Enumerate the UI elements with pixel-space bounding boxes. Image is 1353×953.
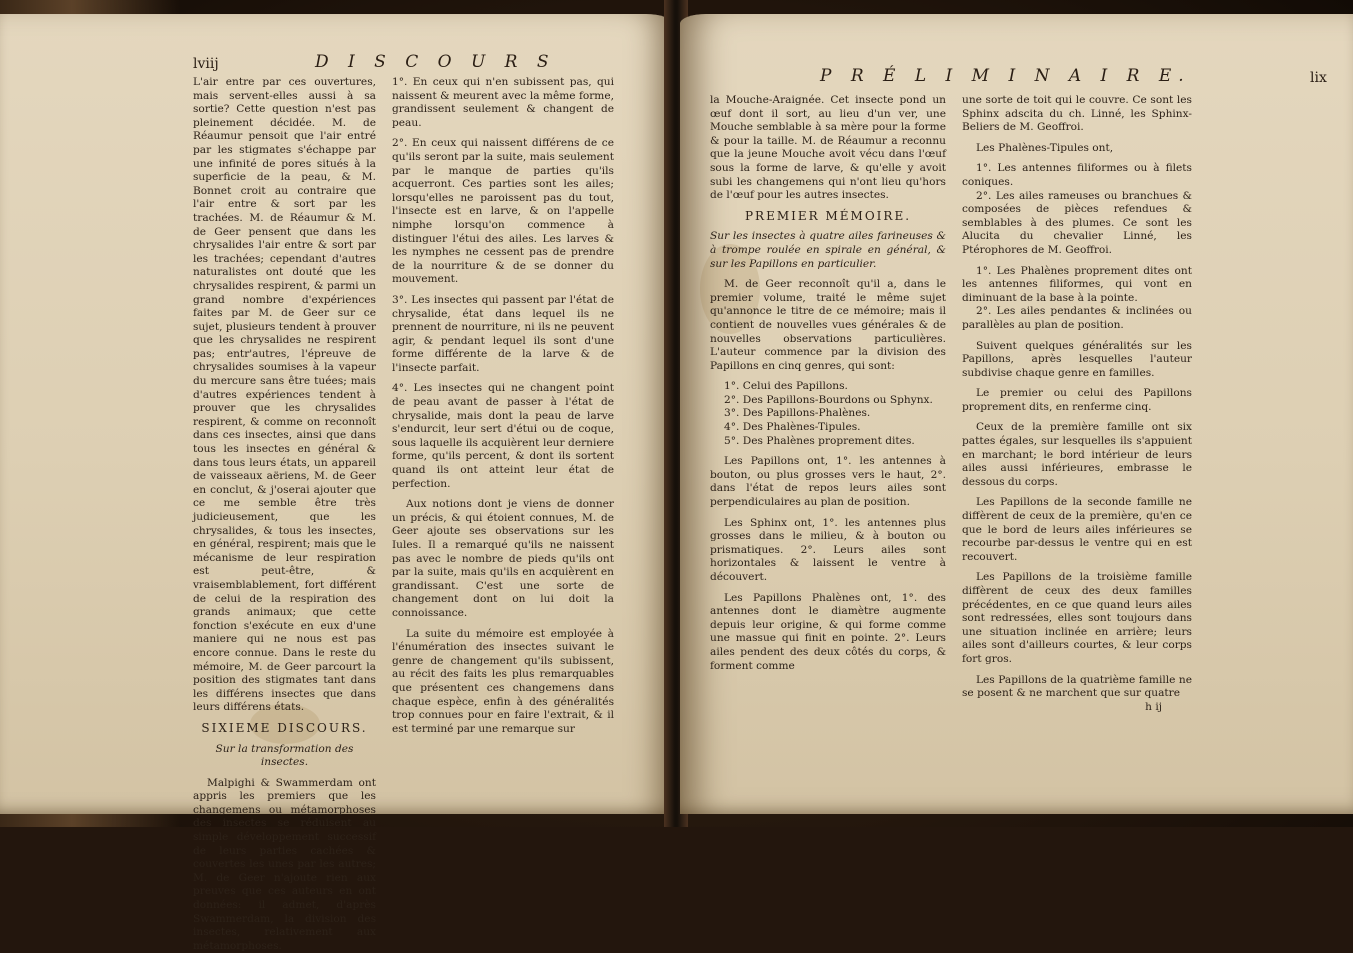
left-col2-paragraph: La suite du mémoire est employée à l'énumération des insectes suivant le genre de changement qu'ils subissent, au récit des faits les plus remarquables que présentent ces changemens dans chaque espèce, enfin à des généralités trop connues pour en faire l'extrait, & il est terminé par une remarque sur <box>392 627 614 735</box>
section-title: SIXIEME DISCOURS. <box>201 720 368 735</box>
right-col1-paragraph: Les Papillons Phalènes ont, 1°. des antennes dont le diamètre augmente depuis leur origine, & qui forme comme une massue qui finit en pointe. 2°. Leurs ailes pendent des deux côtés du corps, & forment comme <box>710 591 946 672</box>
left-col1-paragraph: L'air entre par ces ouvertures, mais servent-elles aussi à sa sortie? Cette question n'est pas pleinement décidée. M. de Réaumur pensoit que l'air entré par les stigmates s'échappe par une infinité de pores situés à la superficie de la peau, & M. Bonnet croit au contraire que l'air entre & sort par les trachées. M. de Réaumur & M. de Geer pensent que dans les chrysalides l'air entre & sort par les trachées; cependant d'autres naturalistes ont douté que les chrysalides respirent, & parmi un grand nombre d'expériences faites par M. de Geer sur ce sujet, plusieurs tendent à prouver que les chrysalides ne respirent pas; entr'autres, l'épreuve de chrysalides soumises à la vapeur du mercure sans être tuées; mais d'autres expériences tendent à prouver que les chrysalides respirent, & comme on reconnoît dans ces insectes, ainsi que dans tous les insectes en général & dans tous leurs états, un appareil de vaisseaux aëriens, M. de Geer en conclut, & j'oserai ajouter que ce me semble être très judicieusement, que les chrysalides, & tous les insectes, en général, respirent; mais que le mécanisme de leur respiration est peut-être, & vraisemblablement, fort différent de celui de la respiration des grands animaux; que cette fonction s'exécute en eux d'une maniere qui ne nous est pas encore connue. Dans le reste du mémoire, M. de Geer parcourt la position des stigmates tant dans les différens insectes que dans leurs différens états. <box>193 76 376 714</box>
memoire-title: PREMIER MÉMOIRE. <box>744 208 912 223</box>
right-col1-paragraph: la Mouche-Araignée. Cet insecte pond un œuf dont il sort, au lieu d'un ver, une Mouche semblable à sa mère pour la forme & pour la taille. M. de Réaumur a reconnu que la jeune Mouche avoit vécu dans l'œuf sous la forme de larve, & qu'elle y avoit subi les changemens qui n'ont lieu qu'hors de l'œuf pour les autres insectes. <box>710 94 946 202</box>
right-col2-paragraph: Les Papillons de la seconde famille ne diffèrent de ceux de la première, qu'en ce que le bord de leurs ailes inférieures se recourbe par-dessus le ventre qui en est recouvert. <box>962 496 1192 563</box>
right-col1-paragraph: M. de Geer reconnoît qu'il a, dans le premier volume, traité le même sujet qu'annonce le titre de ce mémoire; mais il contient de nouvelles vues générales & de nouvelles observations particulières. L'auteur commence par la division des Papillons en cinq genres, qui sont: <box>710 278 946 372</box>
left-col2-paragraph: 1°. En ceux qui n'en subissent pas, qui naissent & meurent avec la même forme, grandissent seulement & changent de peau. <box>392 76 614 129</box>
right-col2-paragraph: 1°. Les Phalènes proprement dites ont les antennes filiformes, qui vont en diminuant de la base à la pointe. <box>962 264 1192 304</box>
left-col2-paragraph: 2°. En ceux qui naissent différens de ce qu'ils seront par la suite, mais seulement par le manque de parties qu'ils acquerront. Ces parties sont les ailes; lorsqu'elles ne paroissent pas du tout, l'insecte est en larve, & on l'appelle nimphe lorsqu'on commence à distinguer l'étui des ailes. Les larves & les nymphes ne cessent pas de prendre de la nourriture & de se donner du mouvement. <box>392 137 614 286</box>
right-column-1 <box>710 94 946 673</box>
genre-item: 1°. Celui des Papillons. <box>724 380 848 393</box>
memoire-subtitle: Sur les insectes à quatre ailes farineuses & à trompe roulée en spirale en général, & sur les Papillons en particulier. <box>710 230 946 270</box>
right-col2-paragraph: Les Papillons de la quatrième famille ne se posent & ne marchent que sur quatre <box>962 673 1192 700</box>
right-page <box>680 14 1353 814</box>
right-col2-paragraph: 1°. Les antennes filiformes ou à filets coniques. <box>962 162 1192 188</box>
right-running-head: P R É L I M I N A I R E. <box>820 66 1191 86</box>
left-col2-paragraph: 3°. Les insectes qui passent par l'état de chrysalide, état dans lequel ils ne prennent de nourriture, ni ils ne peuvent agir, & pendant lequel ils sont d'une forme différente de la larve & de l'insecte parfait. <box>392 293 614 374</box>
left-running-head: D I S C O U R S <box>315 52 556 72</box>
right-col2-paragraph: Le premier ou celui des Papillons proprement dits, en renferme cinq. <box>962 387 1192 413</box>
left-col2-paragraph: Aux notions dont je viens de donner un précis, & qui étoient connues, M. de Geer ajoute ses observations sur les Iules. Il a remarqué qu'ils ne naissent pas avec le nombre de pieds qu'ils ont par la suite, mais qu'ils en acquièrent en grandissant. C'est une sorte de changement dont on lui doit la connoissance. <box>392 498 614 619</box>
right-page-number: lix <box>1310 70 1327 86</box>
left-col2-paragraph: 4°. Les insectes qui ne changent point de peau avant de passer à l'état de chrysalide, mais dont la peau de larve s'endurcit, leur sert d'étui ou de coque, sous laquelle ils acquièrent leur derniere forme, qu'ils percent, & dont ils sortent quand ils ont atteint leur état de perfection. <box>392 382 614 490</box>
genre-item: 5°. Des Phalènes proprement dites. <box>724 434 915 447</box>
right-col1-paragraph: Les Sphinx ont, 1°. les antennes plus grosses dans le milieu, & à bouton ou prismatiques. 2°. Leurs ailes sont horizontales & laissent le ventre à découvert. <box>710 516 946 583</box>
right-col2-paragraph: Ceux de la première famille ont six pattes égales, sur lesquelles ils s'appuient en marchant; le bord intérieur de leurs ailes aussi inférieures, embrasse le dessous du corps. <box>962 421 1192 488</box>
genre-item: 4°. Des Phalènes-Tipules. <box>724 421 861 434</box>
right-col2-paragraph: Les Phalènes-Tipules ont, <box>976 141 1114 154</box>
genre-item: 3°. Des Papillons-Phalènes. <box>724 407 871 420</box>
left-column-1 <box>193 76 376 953</box>
right-col1-paragraph: Les Papillons ont, 1°. les antennes à bouton, ou plus grosses vers le haut, 2°. dans l'état de repos leurs ailes sont perpendiculaires au plan de position. <box>710 455 946 509</box>
right-col2-paragraph: une sorte de toit qui le couvre. Ce sont les Sphinx adscita du ch. Linné, les Sphinx-Beliers de M. Geoffroi. <box>962 94 1192 134</box>
right-col2-paragraph: Suivent quelques généralités sur les Papillons, après lesquelles l'auteur subdivise chaque genre en familles. <box>962 339 1192 379</box>
right-column-2 <box>962 94 1192 714</box>
left-page <box>0 14 672 952</box>
left-column-2 <box>392 76 614 736</box>
right-col2-paragraph: 2°. Les ailes rameuses ou branchues & composées de pièces refendues & semblables à des plumes. Ce sont les Alucita du chevalier Linné, les Ptérophores de M. Geoffroi. <box>962 189 1192 256</box>
right-col2-paragraph: Les Papillons de la troisième famille diffèrent de ceux des deux familles précédentes, en ce que quand leurs ailes sont redressées, elles sont toujours dans une situation inclinée en arrière; leurs ailes sont d'ailleurs courtes, & leur corps fort gros. <box>962 571 1192 665</box>
left-page-number: lviij <box>193 56 219 72</box>
genre-item: 2°. Des Papillons-Bourdons ou Sphynx. <box>724 393 933 406</box>
signature-mark: h ij <box>1145 700 1162 713</box>
left-col1-paragraph: Malpighi & Swammerdam ont appris les premiers que les changemens ou métamorphoses des insectes se réduisent au simple développement successif de leurs parties cachées & couvertes les unes par les autres; M. de Geer n'ajoute rien aux preuves que ces auteurs en ont données: il admet, d'après Swammerdam, la division des insectes, relativement aux métamorphoses. <box>193 776 376 952</box>
section-subtitle: Sur la transformation des insectes. <box>215 742 354 769</box>
right-col2-paragraph: 2°. Les ailes pendantes & inclinées ou parallèles au plan de position. <box>962 305 1192 331</box>
